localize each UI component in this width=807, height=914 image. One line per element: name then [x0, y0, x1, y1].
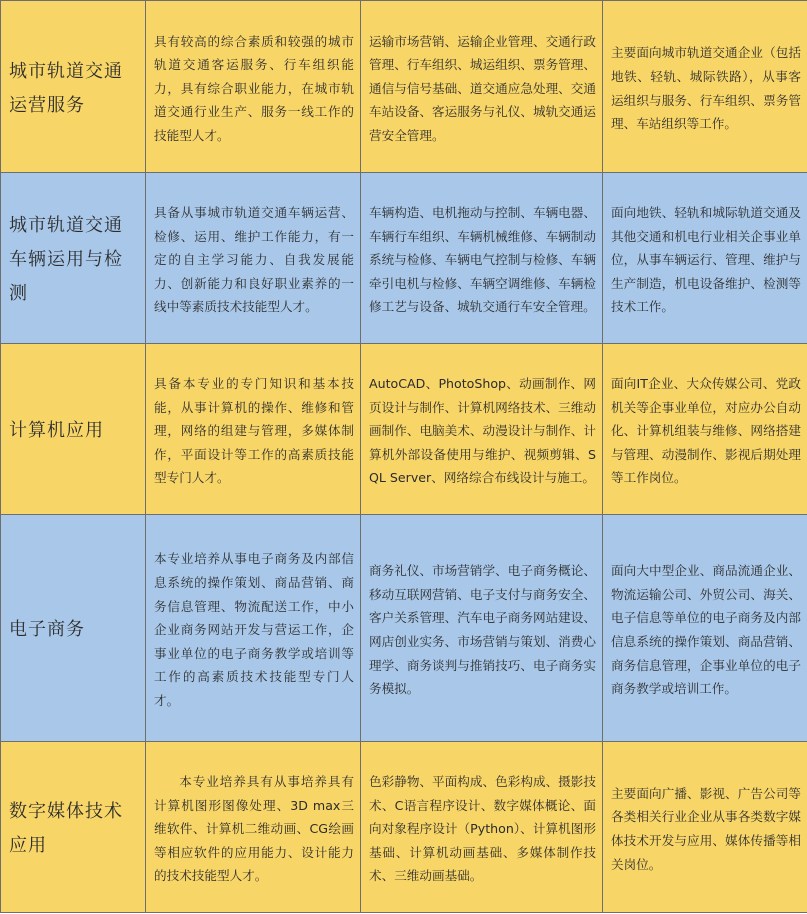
major-name: 数字媒体技术应用 — [1, 742, 146, 913]
training-goal: 具备从事城市轨道交通车辆运营、检修、运用、维护工作能力，有一定的自主学习能力、自我发展能力、创新能力和良好职业素养的一线中等素质技术技能型人才。 — [146, 173, 361, 344]
employment-direction: 主要面向城市轨道交通企业（包括地铁、轻轨、城际铁路），从事客运组织与服务、行车组织、票务管理、车站组织等工作。 — [603, 1, 807, 173]
major-name: 计算机应用 — [1, 344, 146, 515]
employment-direction: 面向IT企业、大众传媒公司、党政机关等企事业单位，对应办公自动化、计算机组装与维修、网络搭建与管理、动漫制作、影视后期处理等工作岗位。 — [603, 344, 807, 515]
core-courses: 运输市场营销、运输企业管理、交通行政管理、行车组织、城运组织、票务管理、通信与信号基础、道交通应急处理、交通车站设备、客运服务与礼仪、城轨交通运营安全管理。 — [361, 1, 603, 173]
major-name: 电子商务 — [1, 515, 146, 742]
core-courses: 商务礼仪、市场营销学、电子商务概论、移动互联网营销、电子支付与商务安全、客户关系管理、汽车电子商务网站建设、网店创业实务、市场营销与策划、消费心理学、商务谈判与推销技巧、电子商务实务模拟。 — [361, 515, 603, 742]
employment-direction: 面向地铁、轻轨和城际轨道交通及其他交通和机电行业相关企事业单位，从事车辆运行、管理、维护与生产制造，机电设备维护、检测等技术工作。 — [603, 173, 807, 344]
training-goal: 具有较高的综合素质和较强的城市轨道交通客运服务、行车组织能力，具有综合职业能力，在城市轨道交通行业生产、服务一线工作的技能型人才。 — [146, 1, 361, 173]
training-goal: 具备本专业的专门知识和基本技能，从事计算机的操作、维修和管理，网络的组建与管理，多媒体制作，平面设计等工作的高素质技能型专门人才。 — [146, 344, 361, 515]
core-courses: AutoCAD、PhotoShop、动画制作、网页设计与制作、计算机网络技术、三维动画制作、电脑美术、动漫设计与制作、计算机外部设备使用与维护、视频剪辑、SQL Server、网络综合布线设计与施工。 — [361, 344, 603, 515]
training-goal: 本专业培养具有从事培养具有计算机图形图像处理、3D max三维软件、计算机二维动画、CG绘画等相应软件的应用能力、设计能力的技术技能型人才。 — [146, 742, 361, 913]
major-name: 城市轨道交通车辆运用与检测 — [1, 173, 146, 344]
table-row — [1, 742, 807, 913]
employment-direction: 面向大中型企业、商品流通企业、物流运输公司、外贸公司、海关、电子信息等单位的电子商务及内部信息系统的操作策划、商品营销、商务信息管理，企事业单位的电子商务教学或培训工作。 — [603, 515, 807, 742]
table-row — [1, 173, 807, 344]
employment-direction: 主要面向广播、影视、广告公司等各类相关行业企业从事各类数字媒体技术开发与应用、媒体传播等相关岗位。 — [603, 742, 807, 913]
core-courses: 色彩静物、平面构成、色彩构成、摄影技术、C语言程序设计、数字媒体概论、面向对象程序设计（Python）、计算机图形基础、计算机动画基础、多媒体制作技术、三维动画基础。 — [361, 742, 603, 913]
major-name: 城市轨道交通运营服务 — [1, 1, 146, 173]
table-row — [1, 1, 807, 173]
table-row — [1, 515, 807, 742]
table-row — [1, 344, 807, 515]
training-goal: 本专业培养从事电子商务及内部信息系统的操作策划、商品营销、商务信息管理、物流配送工作，中小企业商务网站开发与营运工作，企事业单位的电子商务教学或培训等工作的高素质技术技能型专门人才。 — [146, 515, 361, 742]
core-courses: 车辆构造、电机拖动与控制、车辆电器、车辆行车组织、车辆机械维修、车辆制动系统与检修、车辆电气控制与检修、车辆牵引电机与检修、车辆空调维修、车辆检修工艺与设备、城轨交通行车安全管理。 — [361, 173, 603, 344]
